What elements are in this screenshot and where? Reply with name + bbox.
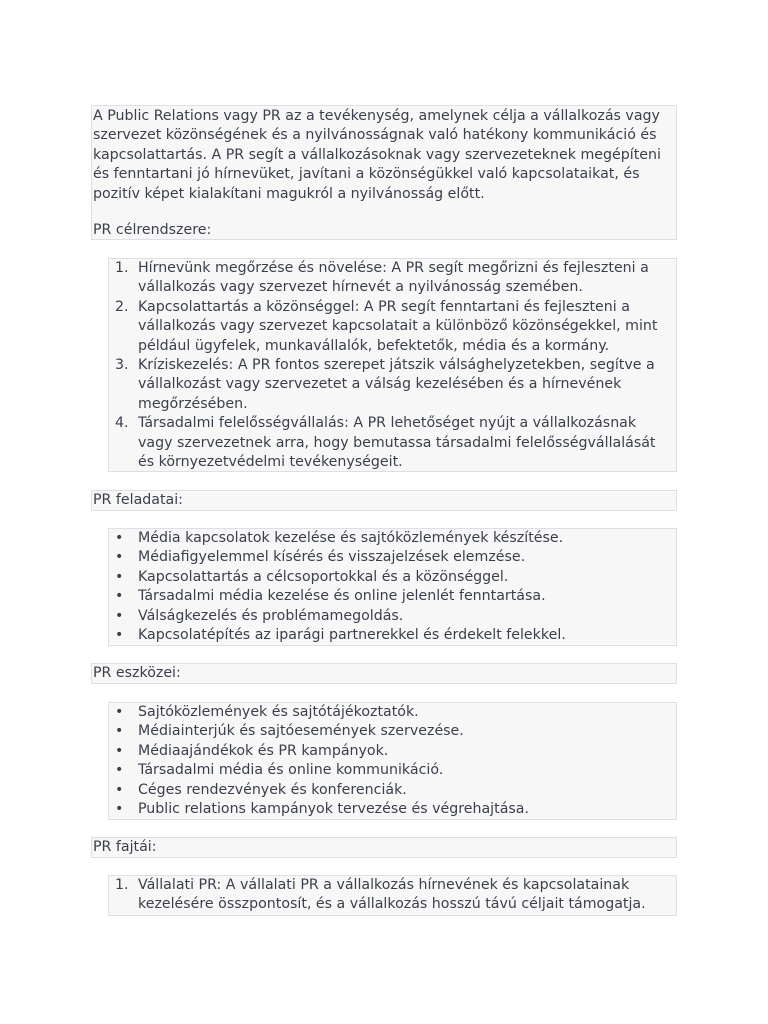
bullet-icon: •	[115, 704, 124, 720]
goals-item-text: Hírnevünk megőrzése és növelése: A PR segít megőrizni és fejleszteni a vállalkozás vagy szervezet hírnevét a nyilvánosság szemében.	[138, 260, 649, 296]
goals-list-item	[109, 259, 674, 298]
types-list-item	[109, 876, 674, 915]
types-list	[109, 876, 674, 915]
types-list-block	[108, 875, 677, 916]
types-item-text: Vállalati PR: A vállalati PR a vállalkozás hírnevének és kapcsolatainak kezelésére összpontosít, és a vállalkozás hosszú távú céljait támogatja.	[138, 877, 646, 913]
paragraph-gap	[93, 204, 674, 221]
tasks-heading-block	[91, 490, 677, 511]
goals-heading: PR célrendszere:	[93, 222, 212, 239]
tasks-item-text: Kapcsolatépítés az iparági partnerekkel és érdekelt felekkel.	[138, 627, 566, 644]
bullet-icon: •	[115, 627, 124, 644]
goals-list-item	[109, 298, 674, 356]
tasks-list-item	[109, 626, 674, 645]
goals-list-item	[109, 414, 674, 472]
tasks-list-item	[109, 548, 674, 567]
bullet-icon: •	[115, 801, 124, 818]
bullet-icon: •	[115, 607, 124, 624]
bullet-icon: •	[115, 781, 124, 798]
goals-item-text: Társadalmi felelősségvállalás: A PR lehetőséget nyújt a vállalkozásnak vagy szervezetnek arra, hogy bemutassa társadalmi felelősségvállalását és környezetvédelmi tevékenységeit.	[138, 415, 656, 471]
tasks-item-text: Médiafigyelemmel kísérés és visszajelzések elemzése.	[138, 549, 526, 566]
bullet-icon: •	[115, 549, 124, 566]
tasks-heading: PR feladatai:	[93, 492, 183, 508]
bullet-icon: •	[115, 568, 124, 585]
tools-item-text: Céges rendezvények és konferenciák.	[138, 781, 407, 798]
list-number: 4.	[115, 415, 129, 432]
tools-list-item	[109, 722, 674, 741]
list-number: 1.	[115, 260, 129, 276]
tasks-item-text: Válságkezelés és problémamegoldás.	[138, 607, 404, 624]
list-number: 1.	[115, 877, 129, 893]
bullet-icon: •	[115, 762, 124, 779]
tasks-item-text: Kapcsolattartás a célcsoportokkal és a közönséggel.	[138, 568, 509, 585]
tools-heading: PR eszközei:	[93, 665, 181, 681]
goals-item-text: Kríziskezelés: A PR fontos szerepet játszik válsághelyzetekben, segítve a vállalkozást vagy szervezetet a válság kezelésében és a hírnevének megőrzésében.	[138, 357, 655, 412]
tasks-list	[109, 529, 674, 645]
tools-list-item	[109, 800, 674, 819]
tasks-item-text: Társadalmi média kezelése és online jelenlét fenntartása.	[138, 588, 546, 605]
list-number: 3.	[115, 357, 129, 374]
tools-list-item	[109, 742, 674, 761]
bullet-icon: •	[115, 530, 124, 546]
tools-item-text: Public relations kampányok tervezése és végrehajtása.	[138, 801, 529, 818]
bullet-icon: •	[115, 723, 124, 740]
tools-item-text: Társadalmi média és online kommunikáció.	[138, 762, 444, 779]
tools-list	[109, 703, 674, 819]
list-number: 2.	[115, 298, 129, 315]
tools-list-item	[109, 761, 674, 780]
tasks-list-item	[109, 587, 674, 606]
tasks-list-block	[108, 528, 677, 646]
bullet-icon: •	[115, 588, 124, 605]
tools-heading-block	[91, 663, 677, 684]
tools-item-text: Sajtóközlemények és sajtótájékoztatók.	[138, 704, 419, 720]
types-heading-block	[91, 837, 677, 858]
tools-list-item	[109, 703, 674, 722]
tasks-list-item	[109, 607, 674, 626]
types-heading: PR fajtái:	[93, 839, 157, 855]
goals-list-item	[109, 356, 674, 414]
intro-paragraph: A Public Relations vagy PR az a tevékenység, amelynek célja a vállalkozás vagy szervezet közönségének és a nyilvánosságnak való hatékony kommunikáció és kapcsolattartás. A PR segít a vállalkozásoknak vagy szervezeteknek megépíteni és fenntartani jó hírnevüket, javítani a közönségükkel való kapcsolataikat, és pozitív képet kialakítani magukról a nyilvánosság előtt.	[93, 108, 661, 202]
tools-list-block	[108, 702, 677, 820]
goals-list-block	[108, 258, 677, 472]
tasks-list-item	[109, 529, 674, 548]
tools-item-text: Médiaajándékok és PR kampányok.	[138, 742, 389, 759]
tools-list-item	[109, 781, 674, 800]
tasks-list-item	[109, 568, 674, 587]
intro-block	[91, 105, 677, 240]
goals-item-text: Kapcsolattartás a közönséggel: A PR segít fenntartani és fejleszteni a vállalkozás vagy szervezet kapcsolatait a különböző közönségekkel, mint például ügyfelek, munkavállalók, befektetők, média és a kormány.	[138, 298, 658, 354]
tasks-item-text: Média kapcsolatok kezelése és sajtóközlemények készítése.	[138, 530, 564, 546]
goals-list	[109, 259, 674, 472]
tools-item-text: Médiainterjúk és sajtóesemények szervezése.	[138, 723, 464, 740]
bullet-icon: •	[115, 742, 124, 759]
